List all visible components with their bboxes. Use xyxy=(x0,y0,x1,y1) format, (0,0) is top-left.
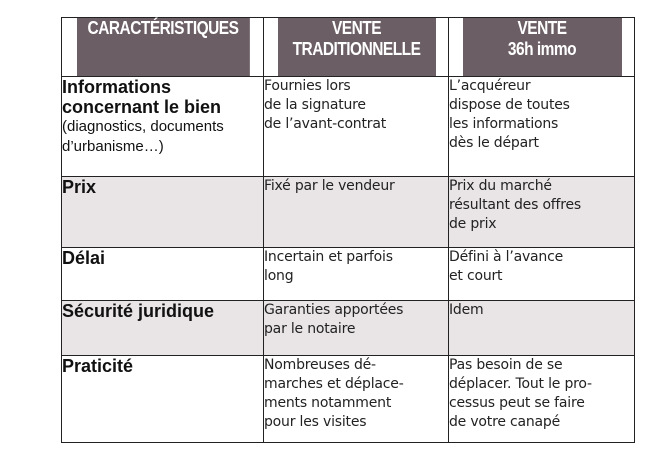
cell-36h-immo xyxy=(449,356,635,443)
header-caracteristiques xyxy=(76,18,250,77)
row-label: Prix xyxy=(62,177,264,248)
cell-traditionnelle xyxy=(264,248,449,301)
cell-line: pour les visites xyxy=(264,414,367,430)
cell-line: dès le départ xyxy=(449,135,539,151)
cell-line: L’acquéreur xyxy=(449,78,531,94)
cell-line: de votre canapé xyxy=(449,414,561,430)
header-line: VENTE xyxy=(516,18,567,38)
cell-36h-immo xyxy=(449,177,635,248)
row-label xyxy=(62,77,264,177)
cell-line: cessus peut se faire xyxy=(449,395,585,411)
row-label-line: concernant le bien xyxy=(62,97,222,117)
header-vente-36h-immo xyxy=(462,18,622,77)
header-line: TRADITIONNELLE xyxy=(292,39,420,59)
cell-line: les informations xyxy=(449,116,559,132)
cell-line: et court xyxy=(449,268,503,284)
row-label-sub: d’urbanisme…) xyxy=(62,138,164,155)
cell-line: dispose de toutes xyxy=(449,97,570,113)
cell-line: déplacer. Tout le pro- xyxy=(449,376,592,392)
header-line: CARACTÉRISTIQUES xyxy=(87,18,238,38)
cell-line: de la signature xyxy=(264,97,366,113)
cell-traditionnelle xyxy=(264,77,449,177)
cell-36h-immo xyxy=(449,301,635,356)
cell-line: Idem xyxy=(449,302,484,318)
table-row-praticite xyxy=(62,356,635,443)
cell-line: Défini à l’avance xyxy=(449,249,564,265)
row-label-line: Informations xyxy=(62,77,172,97)
cell-line: marches et déplace- xyxy=(264,376,404,392)
header-line: 36h immo xyxy=(507,39,576,59)
row-label: Praticité xyxy=(62,356,264,443)
row-label: Sécurité juridique xyxy=(62,301,264,356)
cell-line: de prix xyxy=(449,216,497,232)
header-row xyxy=(62,18,635,77)
cell-line: long xyxy=(264,268,294,284)
comparison-table xyxy=(61,17,635,443)
cell-line: Prix du marché xyxy=(449,178,552,194)
cell-line: par le notaire xyxy=(264,321,356,337)
cell-line: Fournies lors xyxy=(264,78,351,94)
cell-line: Pas besoin de se xyxy=(449,357,563,373)
cell-line: de l’avant-contrat xyxy=(264,116,386,132)
cell-line: Fixé par le vendeur xyxy=(264,178,395,194)
table-row-securite-juridique xyxy=(62,301,635,356)
cell-traditionnelle xyxy=(264,301,449,356)
row-label: Délai xyxy=(62,248,264,301)
cell-traditionnelle xyxy=(264,177,449,248)
cell-line: Nombreuses dé- xyxy=(264,357,376,373)
cell-line: ments notamment xyxy=(264,395,392,411)
cell-line: Garanties apportées xyxy=(264,302,404,318)
cell-36h-immo xyxy=(449,77,635,177)
table-row-prix xyxy=(62,177,635,248)
table-row-delai xyxy=(62,248,635,301)
cell-traditionnelle xyxy=(264,356,449,443)
header-line: VENTE xyxy=(331,18,381,38)
table-row-informations xyxy=(62,77,635,177)
header-vente-traditionnelle xyxy=(276,18,435,77)
row-label-sub: (diagnostics, documents xyxy=(62,118,224,135)
cell-line: résultant des offres xyxy=(449,197,582,213)
cell-line: Incertain et parfois xyxy=(264,249,393,265)
cell-36h-immo xyxy=(449,248,635,301)
